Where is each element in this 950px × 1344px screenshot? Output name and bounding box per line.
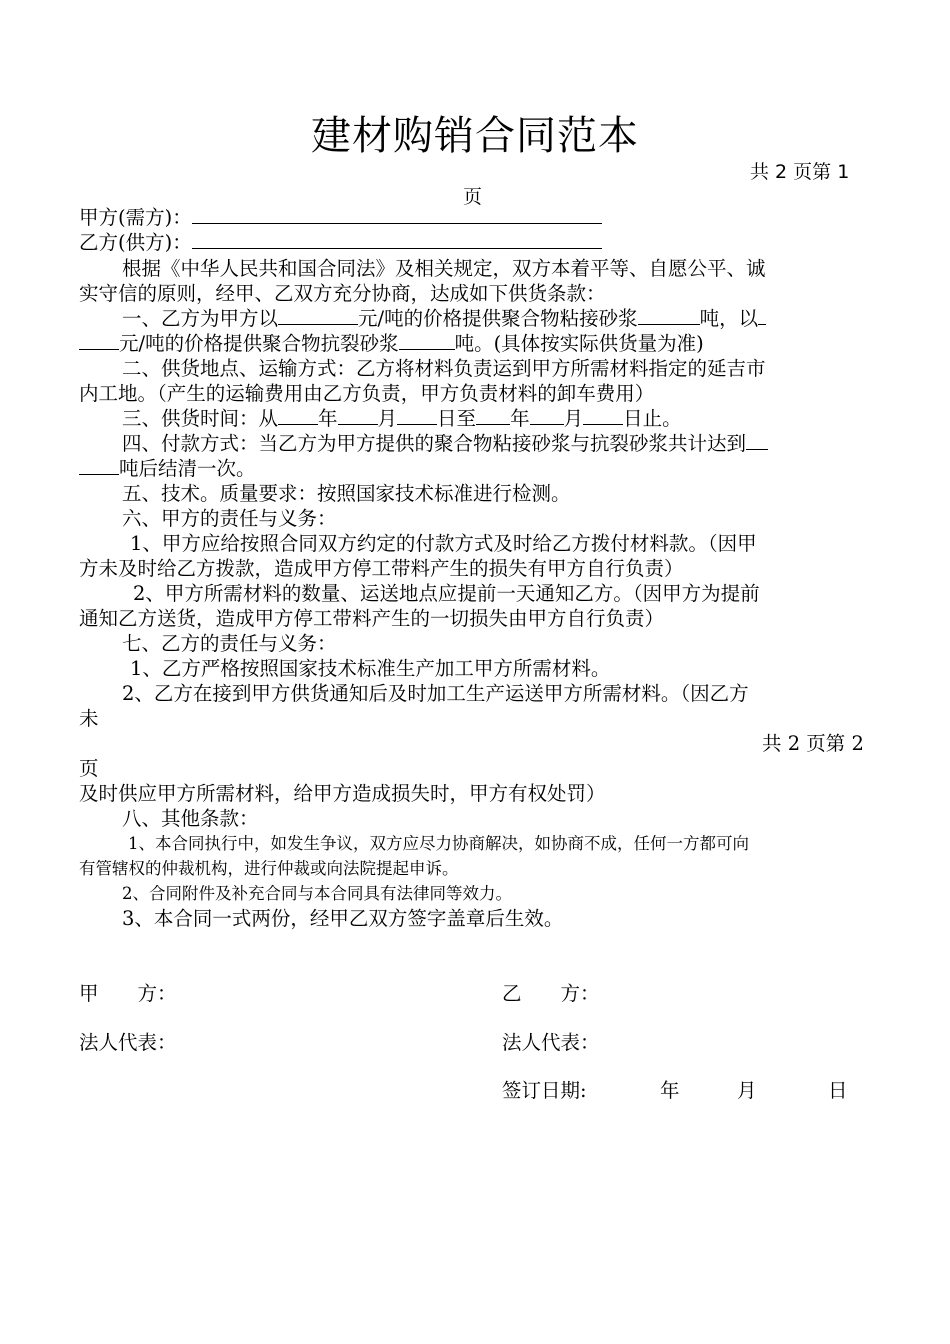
- clause-6-item-2-line-2: 通知乙方送货，造成甲方停工带料产生的一切损失由甲方自行负责）: [79, 607, 665, 630]
- signature-date-year: 年: [660, 1079, 680, 1102]
- total-tons-blank[interactable]: [79, 456, 119, 475]
- end-day-blank[interactable]: [583, 406, 623, 425]
- clause-8-heading: 八、其他条款：: [122, 807, 259, 830]
- party-a-row: [79, 205, 602, 230]
- end-month-blank[interactable]: [530, 406, 564, 425]
- end-year-blank[interactable]: [476, 406, 510, 425]
- clause-6-heading: 六、甲方的责任与义务：: [122, 507, 337, 530]
- clause-1-line-2: [79, 331, 704, 356]
- intro-line-1: 根据《中华人民共和国合同法》及相关规定，双方本着平等、自愿公平、诚: [122, 257, 766, 280]
- clause-8-item-1-line-1: 1、本合同执行中，如发生争议，双方应尽力协商解决，如协商不成，任何一方都可向: [128, 834, 749, 853]
- party-b-label: 乙方(供方)：: [79, 231, 192, 254]
- clause-2-line-2: 内工地。（产生的运输费用由乙方负责，甲方负责材料的卸车费用）: [79, 382, 655, 405]
- clause-2-line-1: 二、供货地点、运输方式：乙方将材料负责运到甲方所需材料指定的延吉市: [122, 357, 766, 380]
- clause-1-text-c: 吨，以: [699, 307, 759, 330]
- start-year-blank[interactable]: [278, 406, 318, 425]
- party-a-label: 甲方(需方)：: [79, 206, 192, 229]
- clause-7-item-1: 1、乙方严格按照国家技术标准生产加工甲方所需材料。: [130, 657, 611, 680]
- clause-4-text-2: 吨后结清一次。: [119, 457, 256, 480]
- clause-5: 五、技术。质量要求：按照国家技术标准进行检测。: [122, 482, 571, 505]
- clause-1-text-d: 元/吨的价格提供聚合物抗裂砂浆: [119, 332, 399, 355]
- clause-3-year-1: 年: [318, 407, 338, 430]
- clause-4-text-1: 四、付款方式：当乙方为甲方提供的聚合物粘接砂浆与抗裂砂浆共计达到: [122, 432, 747, 455]
- page-indicator-2: 共 2 页第 2: [762, 732, 864, 755]
- quantity-blank-1[interactable]: [638, 306, 700, 325]
- clause-3-year-2: 年: [510, 407, 530, 430]
- start-day-blank[interactable]: [397, 406, 437, 425]
- page-indicator-1-suffix: 页: [463, 186, 483, 208]
- party-b-blank[interactable]: [192, 230, 602, 249]
- clause-8-item-3: 3、本合同一式两份，经甲乙双方签字盖章后生效。: [122, 907, 564, 930]
- clause-8-item-2: 2、合同附件及补充合同与本合同具有法律同等效力。: [122, 884, 512, 903]
- clause-1-text-a: 一、乙方为甲方以: [122, 307, 279, 330]
- clause-6-item-1-line-1: 1、甲方应给按照合同双方约定的付款方式及时给乙方拨付材料款。（因甲: [130, 532, 757, 555]
- document-title: 建材购销合同范本: [311, 113, 639, 159]
- clause-1-text-b: 元/吨的价格提供聚合物粘接砂浆: [358, 307, 638, 330]
- clause-8-item-1-line-2: 有管辖权的仲裁机构，进行仲裁或向法院提起申诉。: [79, 859, 459, 878]
- clause-7-item-2-line-1: 2、乙方在接到甲方供货通知后及时加工生产运送甲方所需材料。（因乙方: [122, 682, 749, 705]
- clause-7-continuation: 及时供应甲方所需材料，给甲方造成损失时，甲方有权处罚）: [79, 782, 606, 805]
- signature-date-day: 日: [828, 1079, 848, 1102]
- signature-date-month: 月: [737, 1079, 757, 1102]
- clause-3-text-a: 三、供货时间：从: [122, 407, 279, 430]
- clause-4-line-1: [122, 431, 768, 456]
- clause-7-item-2-line-2: 未: [79, 707, 99, 730]
- clause-7-heading: 七、乙方的责任与义务：: [122, 632, 337, 655]
- clause-3-month-2: 月: [563, 407, 584, 430]
- clause-3-end: 日止。: [623, 407, 682, 430]
- signature-rep-a: 法人代表：: [79, 1031, 177, 1054]
- price-blank-1[interactable]: [278, 306, 358, 325]
- page-indicator-1: 共 2 页第 1: [750, 161, 850, 183]
- signature-party-b: 乙 方：: [502, 982, 600, 1005]
- total-tons-blank-start[interactable]: [746, 431, 768, 450]
- clause-3-day-to: 日至: [437, 407, 477, 430]
- party-a-blank[interactable]: [192, 205, 602, 224]
- price-blank-2-start[interactable]: [758, 306, 766, 325]
- clause-1-line-1: [122, 306, 766, 331]
- quantity-blank-2[interactable]: [399, 331, 455, 350]
- clause-3-line: [122, 406, 682, 431]
- intro-line-2: 实守信的原则，经甲、乙双方充分协商，达成如下供货条款：: [79, 282, 606, 305]
- clause-4-line-2: [79, 456, 256, 481]
- price-blank-2[interactable]: [79, 331, 119, 350]
- start-month-blank[interactable]: [338, 406, 378, 425]
- page-indicator-2-suffix: 页: [79, 757, 99, 780]
- clause-6-item-2-line-1: 2、甲方所需材料的数量、运送地点应提前一天通知乙方。（因甲方为提前: [133, 582, 760, 605]
- party-b-row: [79, 230, 602, 255]
- signature-rep-b: 法人代表：: [502, 1031, 600, 1054]
- clause-6-item-1-line-2: 方未及时给乙方拨款，造成甲方停工带料产生的损失有甲方自行负责）: [79, 557, 684, 580]
- clause-1-text-e: 吨。(具体按实际供货量为准): [454, 332, 704, 355]
- clause-3-month-1: 月: [377, 407, 398, 430]
- signature-date-label: 签订日期:: [502, 1079, 587, 1102]
- signature-party-a: 甲 方：: [79, 982, 177, 1005]
